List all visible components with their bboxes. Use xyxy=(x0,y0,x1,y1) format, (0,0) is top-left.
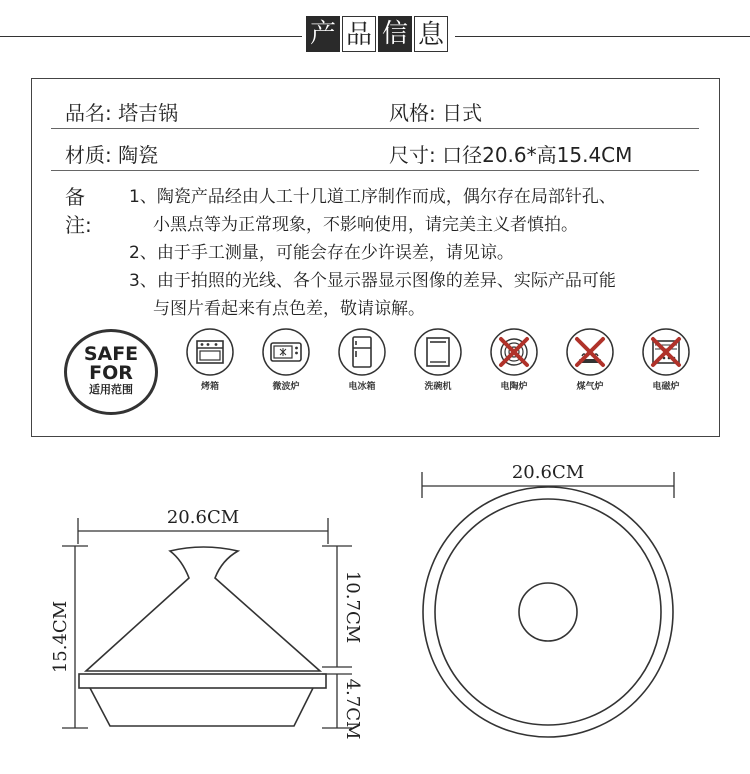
gas-stove-icon xyxy=(565,327,615,377)
note-line: 2、由于手工测量，可能会存在少许误差，请见谅。 xyxy=(129,243,514,263)
induction-cooker-icon xyxy=(641,327,691,377)
material-label: 材质: xyxy=(65,143,112,167)
usage-icons xyxy=(62,327,702,419)
material-value: 陶瓷 xyxy=(118,143,159,167)
safe-for-badge xyxy=(64,329,158,415)
appliance-label: 洗碗机 xyxy=(424,382,452,392)
appliance-microwave xyxy=(254,327,318,393)
base-height-label: 4.7CM xyxy=(342,678,363,740)
style-spec xyxy=(389,97,482,126)
appliance-ceramic-stove xyxy=(482,327,546,393)
style-label: 风格: xyxy=(389,101,436,125)
usage-scope-text: 适用范围 xyxy=(89,383,133,396)
title-rule-right xyxy=(455,36,750,37)
for-text: FOR xyxy=(89,362,133,384)
ceramic-stove-icon xyxy=(489,327,539,377)
note-line: 与图片看起来有点色差，敬请谅解。 xyxy=(153,299,425,319)
name-label: 品名: xyxy=(65,101,112,125)
appliance-fridge xyxy=(330,327,394,393)
appliance-label: 微波炉 xyxy=(272,382,300,392)
title-rule-left xyxy=(0,36,302,37)
appliance-label: 烤箱 xyxy=(200,382,219,392)
oven-icon xyxy=(185,327,235,377)
spec-row xyxy=(51,89,699,129)
appliance-label: 电陶炉 xyxy=(500,382,528,392)
appliance-oven xyxy=(178,327,242,393)
fridge-icon xyxy=(337,327,387,377)
appliance-induction-cooker xyxy=(634,327,698,393)
title-char: 产 xyxy=(306,16,340,52)
title-char: 息 xyxy=(414,16,448,52)
appliance-dishwasher xyxy=(406,327,470,393)
top-diameter-label: 20.6CM xyxy=(511,462,585,483)
note-line: 1、陶瓷产品经由人工十几道工序制作而成，偶尔存在局部针孔、 xyxy=(129,187,616,207)
dimension-drawings xyxy=(0,440,750,774)
spec-row xyxy=(51,131,699,171)
note-line: 3、由于拍照的光线、各个显示器显示图像的差异、实际产品可能 xyxy=(129,271,616,291)
total-height-label: 15.4CM xyxy=(50,600,71,674)
side-width-label: 20.6CM xyxy=(166,507,240,528)
size-value: 口径20.6*高15.4CM xyxy=(442,143,633,167)
size-label: 尺寸: xyxy=(389,143,436,167)
style-value: 日式 xyxy=(442,101,483,125)
name-value: 塔吉锅 xyxy=(118,101,179,125)
note-line: 小黑点等为正常现象，不影响使用，请完美主义者慎拍。 xyxy=(153,215,578,235)
safe-text: SAFE xyxy=(83,343,139,365)
dishwasher-icon xyxy=(413,327,463,377)
notes-prefix: 备注: xyxy=(65,185,92,237)
appliance-label: 电冰箱 xyxy=(348,382,376,392)
lid-height-label: 10.7CM xyxy=(342,570,363,644)
appliance-gas-stove xyxy=(558,327,622,393)
section-title xyxy=(306,16,448,52)
name-spec xyxy=(65,97,178,126)
microwave-icon xyxy=(261,327,311,377)
product-info-box xyxy=(31,78,720,437)
appliance-label: 电磁炉 xyxy=(652,382,680,392)
title-char: 品 xyxy=(342,16,376,52)
title-char: 信 xyxy=(378,16,412,52)
material-spec xyxy=(65,139,158,168)
appliance-label: 煤气炉 xyxy=(576,382,604,392)
size-spec xyxy=(389,139,632,168)
